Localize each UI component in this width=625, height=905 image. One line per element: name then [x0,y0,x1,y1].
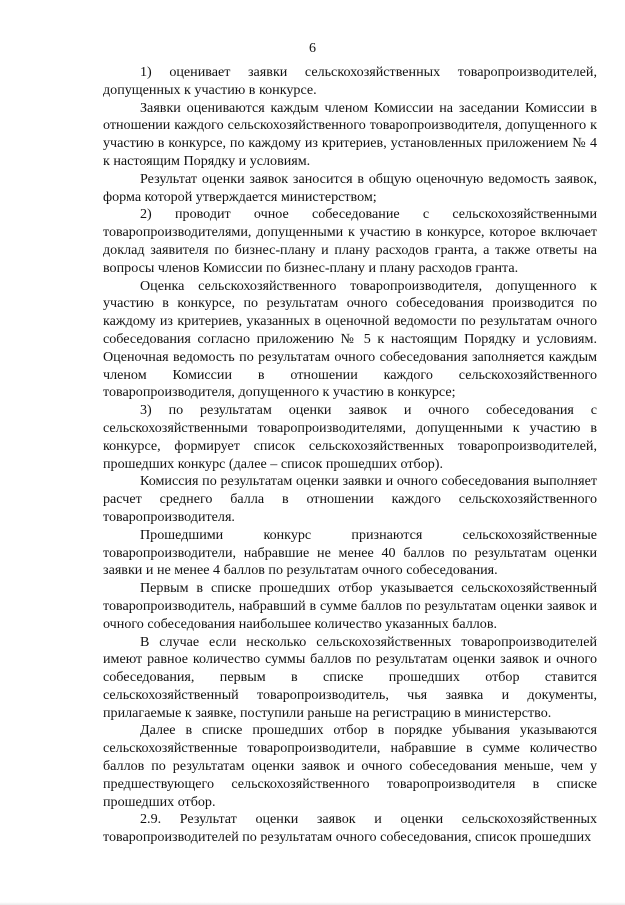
paragraph-1: 1) оценивает заявки сельскохозяйственных товаропроизводителей, допущенных к участию в конкурсе. [103,64,597,98]
paragraph-10: В случае если несколько сельскохозяйственных товаропроизводителей имеют равное количество суммы баллов по результатам оценки заявок и очного собеседования, первым в списке прошедших отбор ставится сельскохозяйственный товаропроизводитель, чья заявка и документы, прилагаемые к заявке, поступили раньше на регистрацию в министерство. [103,633,597,721]
paragraph-7: Комиссия по результатам оценки заявки и очного собеседования выполняет расчет среднего балла в отношении каждого сельскохозяйственного товаропроизводителя. [103,473,597,525]
paragraph-2: Заявки оцениваются каждым членом Комиссии на заседании Комиссии в отношении каждого сельскохозяйственного товаропроизводителя, допущенного к участию в конкурсе, по каждому из критериев, установленных приложением № 4 к настоящим Порядку и условиям. [103,99,597,169]
paragraph-6: 3) по результатам оценки заявок и очного собеседования с сельскохозяйственными товаропроизводителями, допущенными к участию в конкурсе, формирует список сельскохозяйственных товаропроизводителей, прошедших конкурс (далее – список прошедших отбор). [103,402,597,472]
paragraph-3: Результат оценки заявок заносится в общую оценочную ведомость заявок, форма которой утверждается министерством; [103,170,597,205]
paragraph-5: Оценка сельскохозяйственного товаропроизводителя, допущенного к участию в конкурсе, по результатам очного собеседования производится по каждому из критериев, указанных в оценочной ведомости по результатам очного собеседования согласно приложению № 5 к настоящим Порядку и условиям. Оценочная ведомость по результатам очного собеседования заполняется каждым членом Комиссии в отношении каждого сельскохозяйственного товаропроизводителя, допущенного к участию в конкурсе; [103,277,597,401]
paragraph-4: 2) проводит очное собеседование с сельскохозяйственными товаропроизводителями, допущенными к участию в конкурсе, которое включает доклад заявителя по бизнес-плану и плану расходов гранта, а также ответы на вопросы членов Комиссии по бизнес-плану и плану расходов гранта. [103,206,597,276]
document-body [103,64,597,847]
paragraph-12: 2.9. Результат оценки заявок и оценки сельскохозяйственных товаропроизводителей по результатам очного собеседования, список прошедших [103,811,597,846]
paragraph-9: Первым в списке прошедших отбор указывается сельскохозяйственный товаропроизводитель, набравший в сумме баллов по результатам оценки заявок и очного собеседования наибольшее количество указанных баллов. [103,580,597,632]
paragraph-11: Далее в списке прошедших отбор в порядке убывания указываются сельскохозяйственные товаропроизводители, набравшие в сумме количество баллов по результатам оценки заявок и очного собеседования меньше, чем у предшествующего сельскохозяйственного товаропроизводителя в списке прошедших отбор. [103,722,597,810]
paragraph-8: Прошедшими конкурс признаются сельскохозяйственные товаропроизводители, набравшие не менее 40 баллов по результатам оценки заявки и не менее 4 баллов по результатам очного собеседования. [103,526,597,579]
page-number: 6 [309,41,316,56]
